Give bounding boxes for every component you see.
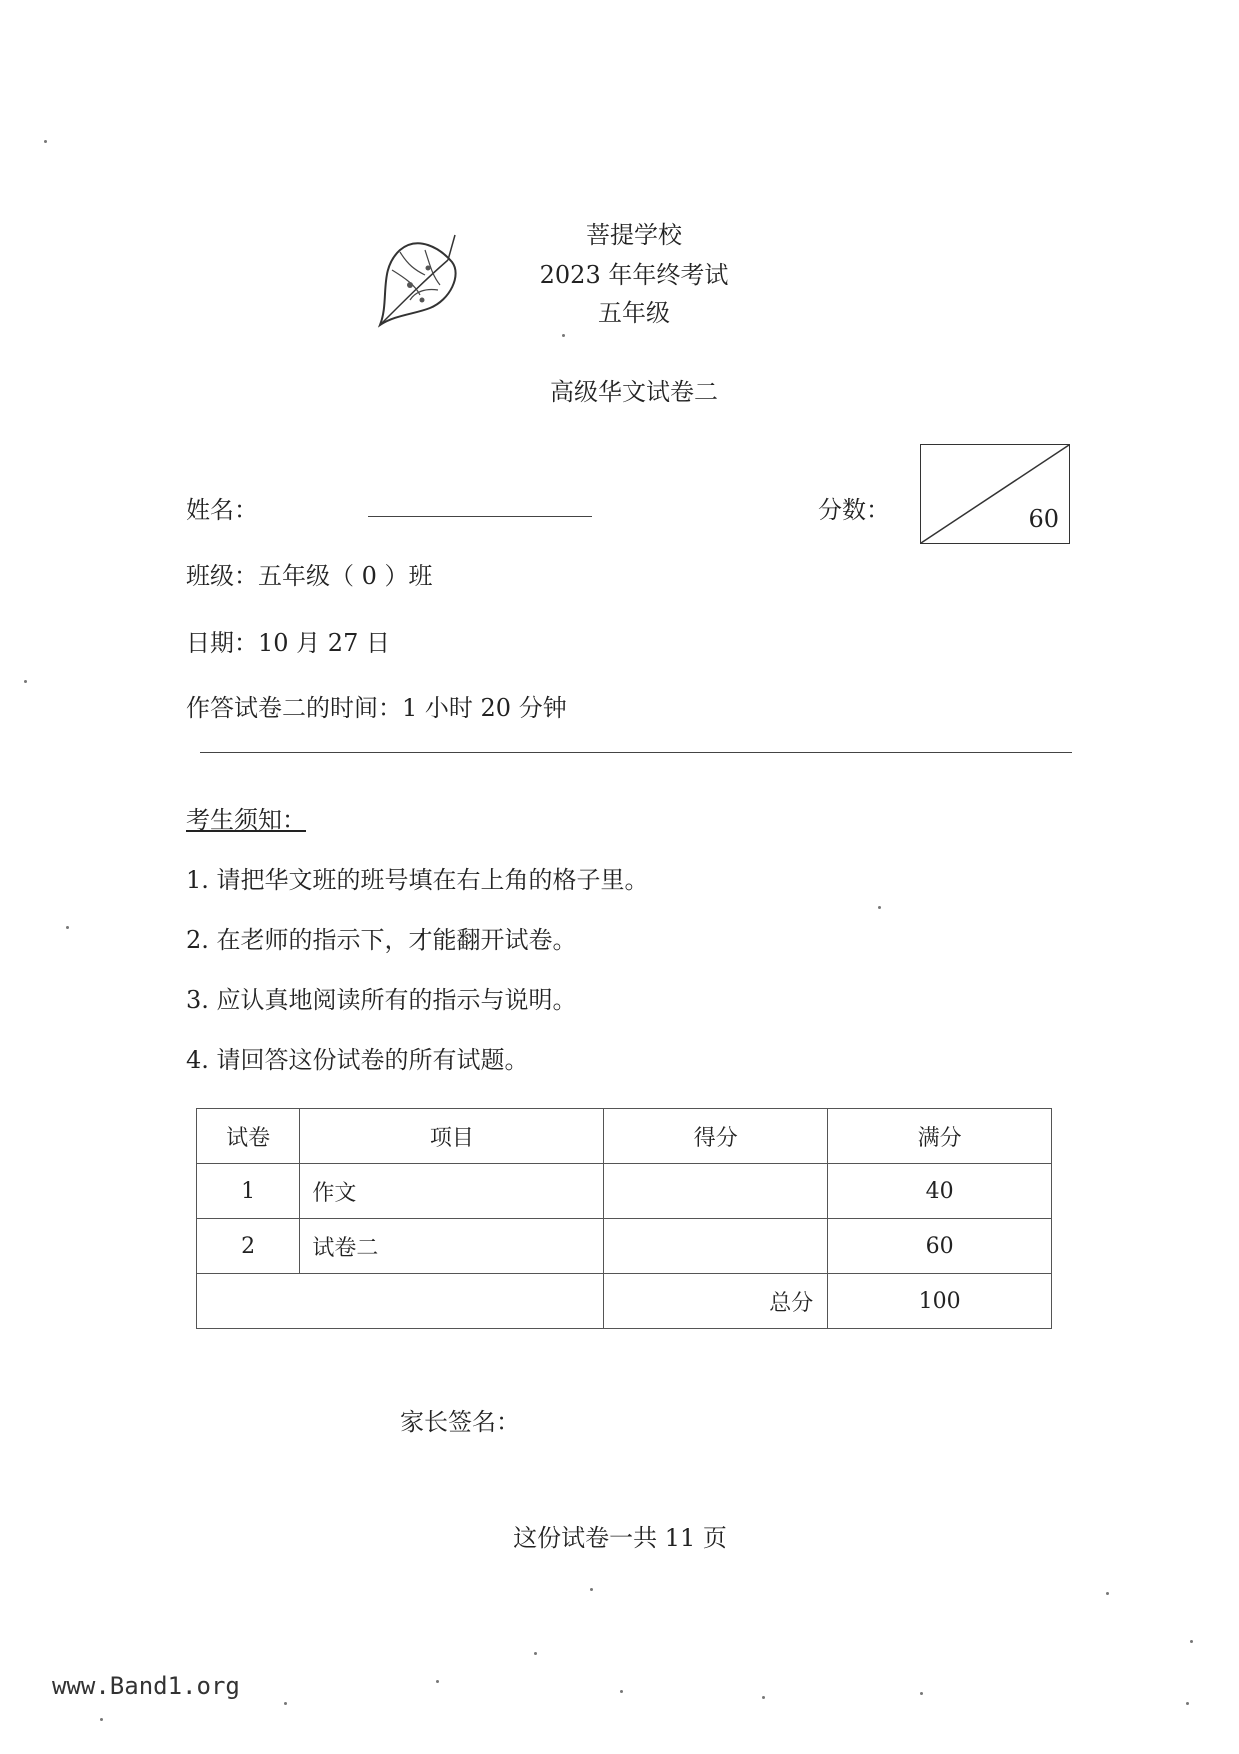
scan-speck xyxy=(534,1652,537,1655)
table-header-row xyxy=(197,1109,1052,1164)
cell-full: 60 xyxy=(828,1219,1052,1274)
table-row xyxy=(197,1219,1052,1274)
parent-signature-label: 家长签名： xyxy=(400,1408,520,1436)
cell-score[interactable] xyxy=(604,1164,828,1219)
name-line[interactable] xyxy=(368,516,592,517)
scan-speck xyxy=(100,1718,103,1721)
scan-speck xyxy=(762,1696,765,1699)
score-box[interactable] xyxy=(920,444,1070,544)
table-row xyxy=(197,1164,1052,1219)
scan-speck xyxy=(1186,1702,1189,1705)
scan-speck xyxy=(66,926,69,929)
footer-url[interactable]: www.Band1.org xyxy=(52,1672,240,1700)
scan-speck xyxy=(590,1588,593,1591)
scan-speck xyxy=(1190,1640,1193,1643)
class-field: 班级：五年级（ 0 ）班 xyxy=(186,562,433,590)
name-label: 姓名： xyxy=(186,496,258,524)
header-full: 满分 xyxy=(828,1109,1052,1164)
time-field: 作答试卷二的时间：1 小时 20 分钟 xyxy=(186,694,567,722)
scan-speck xyxy=(436,1680,439,1683)
total-full: 100 xyxy=(828,1274,1052,1329)
score-label: 分数： xyxy=(818,496,890,524)
school-name: 菩提学校 xyxy=(586,221,682,249)
score-table xyxy=(196,1108,1052,1329)
instructions-heading: 考生须知： xyxy=(186,806,306,834)
scan-speck xyxy=(562,334,565,337)
date-field: 日期：10 月 27 日 xyxy=(186,629,390,657)
cell-paper: 1 xyxy=(197,1164,300,1219)
grade-level: 五年级 xyxy=(598,299,670,327)
exam-title: 2023 年年终考试 xyxy=(539,261,729,289)
cell-item: 试卷二 xyxy=(300,1219,604,1274)
score-total: 60 xyxy=(1028,505,1059,533)
header-paper: 试卷 xyxy=(197,1109,300,1164)
instruction-item: 1. 请把华文班的班号填在右上角的格子里。 xyxy=(186,866,649,894)
cell-full: 40 xyxy=(828,1164,1052,1219)
paper-title: 高级华文试卷二 xyxy=(550,378,718,406)
scan-speck xyxy=(24,680,27,683)
total-label: 总分 xyxy=(604,1274,828,1329)
instruction-item: 2. 在老师的指示下，才能翻开试卷。 xyxy=(186,926,577,954)
scan-speck xyxy=(284,1702,287,1705)
page-count-note: 这份试卷一共 11 页 xyxy=(513,1524,727,1552)
scan-speck xyxy=(920,1692,923,1695)
parent-signature-line[interactable] xyxy=(530,1430,730,1431)
instruction-item: 4. 请回答这份试卷的所有试题。 xyxy=(186,1046,529,1074)
section-divider xyxy=(200,752,1072,753)
scan-speck xyxy=(620,1690,623,1693)
cell-item: 作文 xyxy=(300,1164,604,1219)
cell-paper: 2 xyxy=(197,1219,300,1274)
cell-score[interactable] xyxy=(604,1219,828,1274)
total-spacer xyxy=(197,1274,604,1329)
header-score: 得分 xyxy=(604,1109,828,1164)
scan-speck xyxy=(44,140,47,143)
table-total-row xyxy=(197,1274,1052,1329)
instruction-item: 3. 应认真地阅读所有的指示与说明。 xyxy=(186,986,577,1014)
scan-speck xyxy=(1106,1592,1109,1595)
scan-speck xyxy=(878,906,881,909)
header-item: 项目 xyxy=(300,1109,604,1164)
